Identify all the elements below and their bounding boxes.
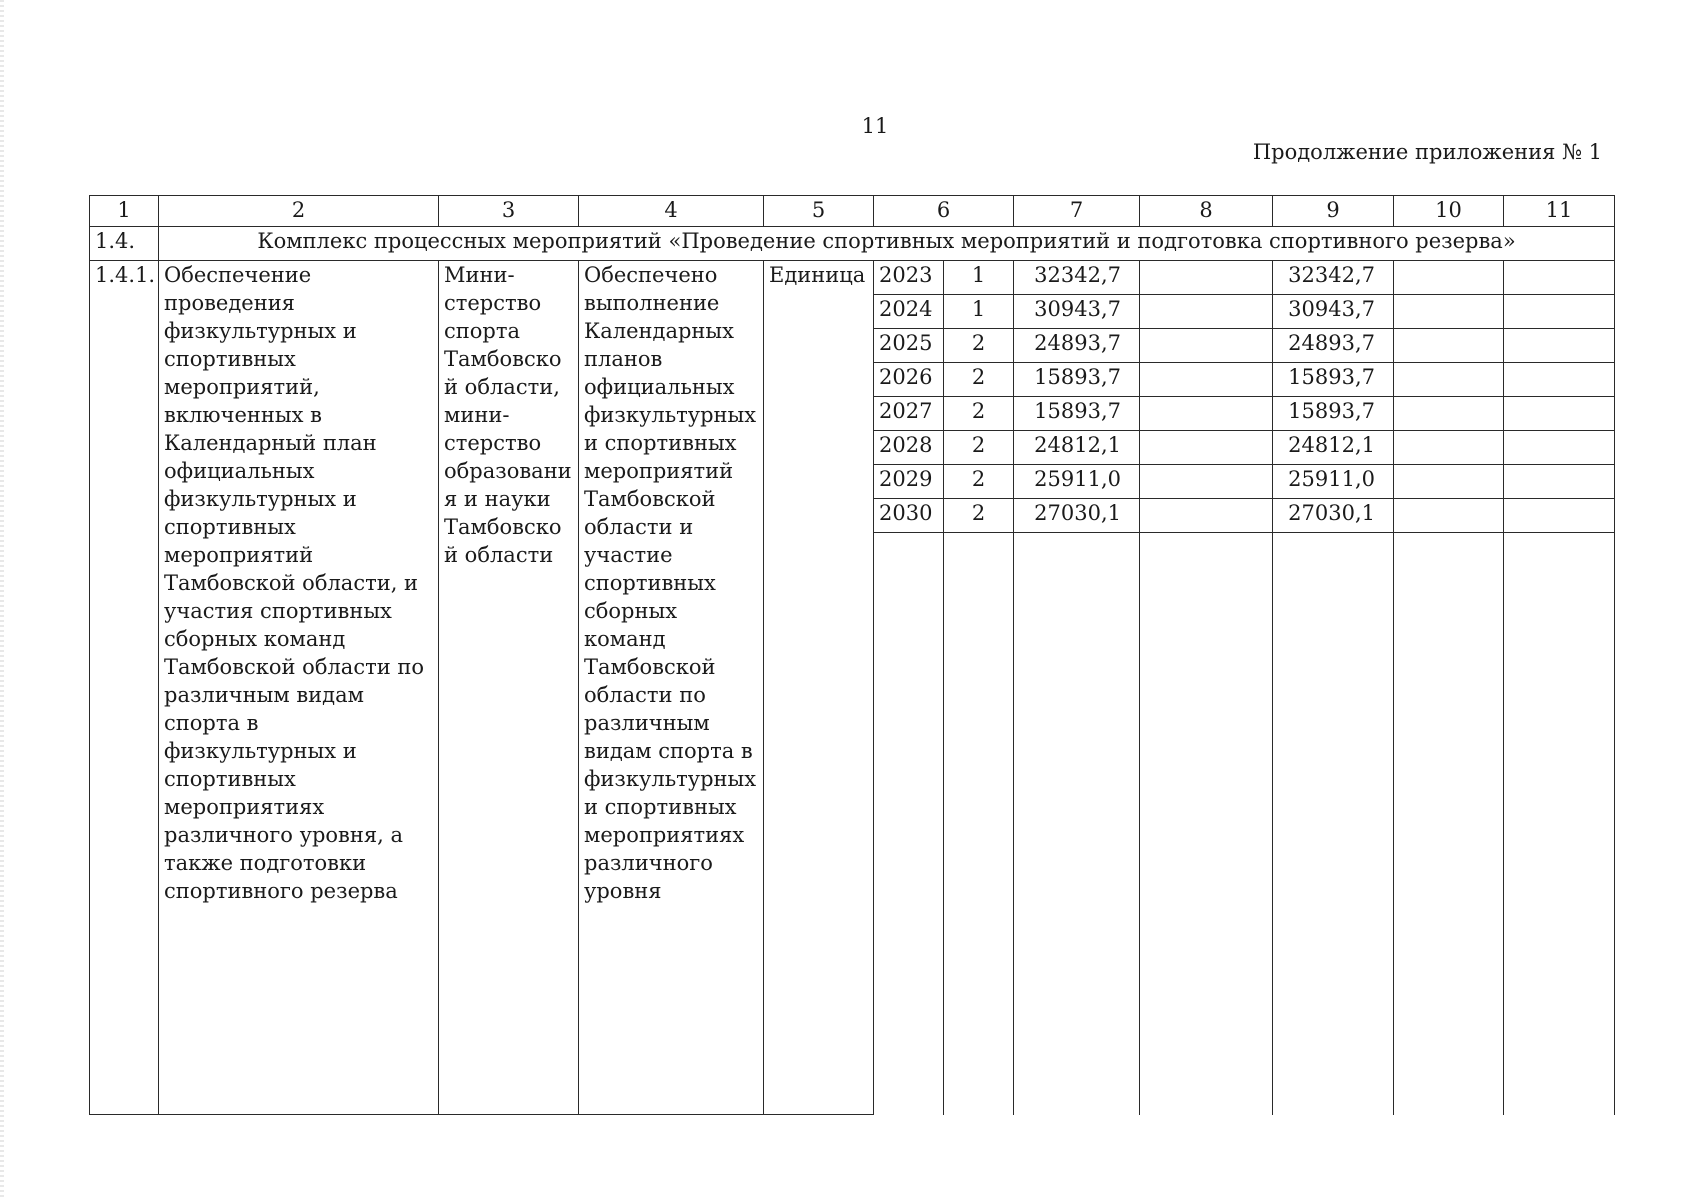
total-cell: 24893,7 <box>1014 329 1140 363</box>
section-title: Комплекс процессных мероприятий «Проведение спортивных мероприятий и подготовка спортивного резерва» <box>159 227 1615 261</box>
item-responsible: Мини-стерство спорта Тамбовской области, мини-стерство образования и науки Тамбовской области <box>439 261 579 1115</box>
qty-cell: 1 <box>944 261 1014 295</box>
qty-cell: 2 <box>944 499 1014 533</box>
year-cell: 2025 <box>874 329 944 363</box>
col11-cell <box>1504 465 1615 499</box>
total-cell: 15893,7 <box>1014 397 1140 431</box>
col-num-7: 7 <box>1014 196 1140 227</box>
col9-cell: 27030,1 <box>1273 499 1394 533</box>
col10-cell <box>1394 329 1504 363</box>
program-table <box>89 195 1615 1115</box>
empty-cell <box>1394 533 1504 1115</box>
empty-cell <box>1504 533 1615 1115</box>
total-cell: 15893,7 <box>1014 363 1140 397</box>
section-row <box>90 227 1615 261</box>
col9-cell: 32342,7 <box>1273 261 1394 295</box>
col11-cell <box>1504 329 1615 363</box>
total-cell: 27030,1 <box>1014 499 1140 533</box>
col10-cell <box>1394 499 1504 533</box>
col10-cell <box>1394 431 1504 465</box>
col10-cell <box>1394 295 1504 329</box>
qty-cell: 2 <box>944 329 1014 363</box>
col-num-1: 1 <box>90 196 159 227</box>
col9-cell: 30943,7 <box>1273 295 1394 329</box>
year-cell: 2024 <box>874 295 944 329</box>
col-num-2: 2 <box>159 196 439 227</box>
item-result: Обеспечено выполнение Календарных планов официальных физкультурных и спортивных мероприятий Тамбовской области и участие спортивных сборных команд Тамбовской области по различным видам спорта в физкультурных и спортивных мероприятиях различного уровня <box>579 261 764 1115</box>
year-cell: 2026 <box>874 363 944 397</box>
col11-cell <box>1504 499 1615 533</box>
empty-cell <box>944 533 1014 1115</box>
qty-cell: 2 <box>944 363 1014 397</box>
section-code: 1.4. <box>90 227 159 261</box>
item-unit: Единица <box>764 261 874 1115</box>
empty-cell <box>1014 533 1140 1115</box>
col8-cell <box>1140 397 1273 431</box>
col10-cell <box>1394 465 1504 499</box>
total-cell: 25911,0 <box>1014 465 1140 499</box>
col-num-10: 10 <box>1394 196 1504 227</box>
col8-cell <box>1140 431 1273 465</box>
column-number-row <box>90 196 1615 227</box>
col9-cell: 15893,7 <box>1273 363 1394 397</box>
col8-cell <box>1140 295 1273 329</box>
col11-cell <box>1504 397 1615 431</box>
empty-cell <box>1140 533 1273 1115</box>
year-cell: 2030 <box>874 499 944 533</box>
col-num-5: 5 <box>764 196 874 227</box>
col8-cell <box>1140 329 1273 363</box>
col-num-4: 4 <box>579 196 764 227</box>
qty-cell: 2 <box>944 431 1014 465</box>
year-cell: 2029 <box>874 465 944 499</box>
year-row <box>90 261 1615 295</box>
col-num-9: 9 <box>1273 196 1394 227</box>
item-description: Обеспечение проведения физкультурных и спортивных мероприятий, включенных в Календарный план официальных физкультурных и спортивных мероприятий Тамбовской области, и участия спортивных сборных команд Тамбовской области по различным видам спорта в физкультурных и спортивных мероприятиях различного уровня, а также подготовки спортивного резерва <box>159 261 439 1115</box>
col11-cell <box>1504 261 1615 295</box>
total-cell: 32342,7 <box>1014 261 1140 295</box>
total-cell: 24812,1 <box>1014 431 1140 465</box>
empty-cell <box>1273 533 1394 1115</box>
page-number: 11 <box>861 114 889 138</box>
col11-cell <box>1504 363 1615 397</box>
col9-cell: 24893,7 <box>1273 329 1394 363</box>
col8-cell <box>1140 465 1273 499</box>
col11-cell <box>1504 295 1615 329</box>
appendix-continuation-note: Продолжение приложения № 1 <box>1252 140 1602 164</box>
col10-cell <box>1394 261 1504 295</box>
col9-cell: 15893,7 <box>1273 397 1394 431</box>
col-num-11: 11 <box>1504 196 1615 227</box>
col11-cell <box>1504 431 1615 465</box>
col-num-6: 6 <box>874 196 1014 227</box>
item-code: 1.4.1. <box>90 261 159 1115</box>
col8-cell <box>1140 499 1273 533</box>
qty-cell: 2 <box>944 465 1014 499</box>
col9-cell: 25911,0 <box>1273 465 1394 499</box>
col10-cell <box>1394 363 1504 397</box>
scan-edge-artifact <box>0 0 4 1200</box>
col9-cell: 24812,1 <box>1273 431 1394 465</box>
col8-cell <box>1140 261 1273 295</box>
total-cell: 30943,7 <box>1014 295 1140 329</box>
col8-cell <box>1140 363 1273 397</box>
qty-cell: 2 <box>944 397 1014 431</box>
qty-cell: 1 <box>944 295 1014 329</box>
col10-cell <box>1394 397 1504 431</box>
empty-cell <box>874 533 944 1115</box>
year-cell: 2027 <box>874 397 944 431</box>
year-cell: 2023 <box>874 261 944 295</box>
col-num-3: 3 <box>439 196 579 227</box>
year-cell: 2028 <box>874 431 944 465</box>
col-num-8: 8 <box>1140 196 1273 227</box>
